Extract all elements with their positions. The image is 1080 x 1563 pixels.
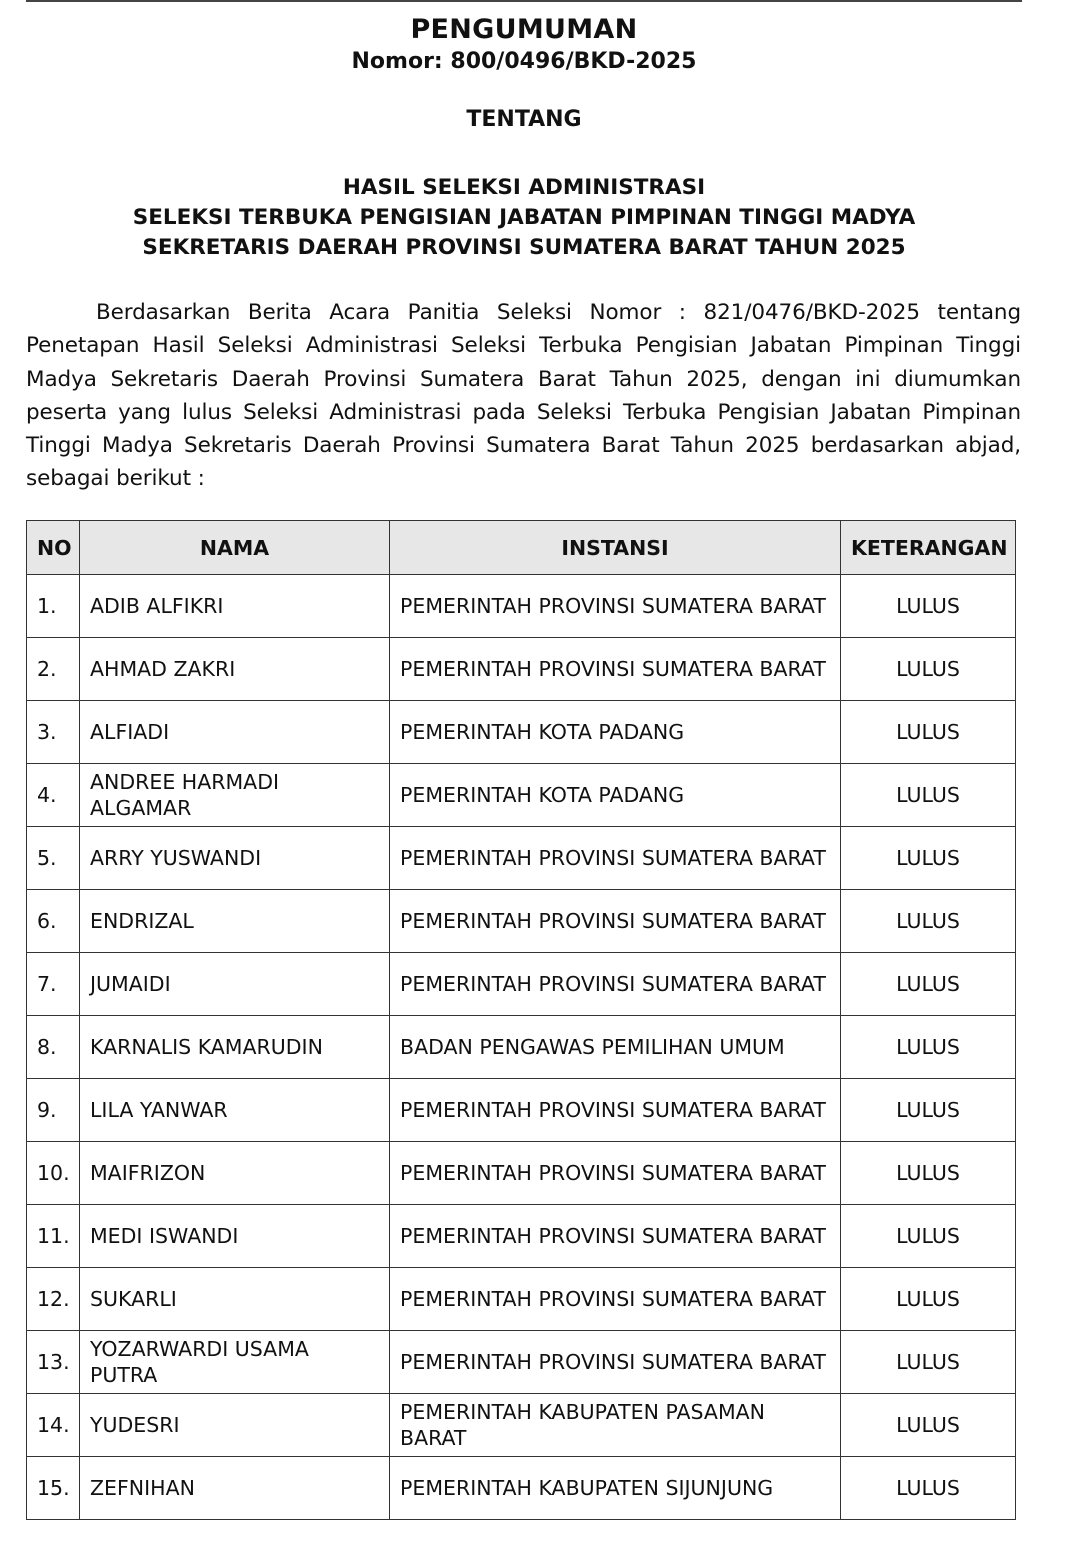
announcement-title: PENGUMUMAN — [410, 14, 638, 45]
row-keterangan: LULUS — [841, 764, 1016, 827]
table-row — [27, 890, 1016, 953]
header-nama: NAMA — [80, 521, 390, 575]
table-row — [27, 701, 1016, 764]
subtitle-line-1: HASIL SELEKSI ADMINISTRASI — [342, 175, 706, 200]
row-keterangan: LULUS — [841, 1205, 1016, 1268]
row-keterangan: LULUS — [841, 1142, 1016, 1205]
row-no: 6. — [27, 890, 80, 953]
table-row — [27, 764, 1016, 827]
row-instansi: PEMERINTAH PROVINSI SUMATERA BARAT — [390, 1205, 841, 1268]
row-nama: KARNALIS KAMARUDIN — [80, 1016, 390, 1079]
row-keterangan: LULUS — [841, 890, 1016, 953]
row-no: 9. — [27, 1079, 80, 1142]
row-nama: ADIB ALFIKRI — [80, 575, 390, 638]
announcement-paragraph: Berdasarkan Berita Acara Panitia Seleksi Nomor : 821/0476/BKD-2025 tentang Penetapan Hasil Seleksi Administrasi Seleksi Terbuka Pengisian Jabatan Pimpinan Tinggi Madya Sekretaris Daerah Provinsi Sumatera Barat Tahun 2025, dengan ini diumumkan peserta yang lulus Seleksi Administrasi pada Seleksi Terbuka Pengisian Jabatan Pimpinan Tinggi Madya Sekretaris Daerah Provinsi Sumatera Barat Tahun 2025 berdasarkan abjad, sebagai berikut : — [26, 300, 1021, 492]
row-instansi: BADAN PENGAWAS PEMILIHAN UMUM — [390, 1016, 841, 1079]
row-instansi: PEMERINTAH PROVINSI SUMATERA BARAT — [390, 1268, 841, 1331]
row-no: 11. — [27, 1205, 80, 1268]
row-no: 1. — [27, 575, 80, 638]
table-row — [27, 827, 1016, 890]
row-keterangan: LULUS — [841, 1079, 1016, 1142]
row-instansi: PEMERINTAH PROVINSI SUMATERA BARAT — [390, 1079, 841, 1142]
row-nama: SUKARLI — [80, 1268, 390, 1331]
row-instansi: PEMERINTAH PROVINSI SUMATERA BARAT — [390, 1331, 841, 1394]
table-row — [27, 638, 1016, 701]
row-instansi: PEMERINTAH PROVINSI SUMATERA BARAT — [390, 1142, 841, 1205]
row-keterangan: LULUS — [841, 701, 1016, 764]
row-nama: ALFIADI — [80, 701, 390, 764]
row-no: 4. — [27, 764, 80, 827]
row-no: 15. — [27, 1457, 80, 1520]
subtitle-line-3: SEKRETARIS DAERAH PROVINSI SUMATERA BARAT TAHUN 2025 — [142, 235, 906, 260]
table-row — [27, 1079, 1016, 1142]
row-nama: AHMAD ZAKRI — [80, 638, 390, 701]
table-row — [27, 1142, 1016, 1205]
row-no: 2. — [27, 638, 80, 701]
table-row — [27, 575, 1016, 638]
row-keterangan: LULUS — [841, 638, 1016, 701]
table-header-row — [27, 521, 1016, 575]
row-nama: MAIFRIZON — [80, 1142, 390, 1205]
row-keterangan: LULUS — [841, 575, 1016, 638]
row-no: 7. — [27, 953, 80, 1016]
row-no: 5. — [27, 827, 80, 890]
row-keterangan: LULUS — [841, 1457, 1016, 1520]
row-keterangan: LULUS — [841, 1268, 1016, 1331]
table-row — [27, 953, 1016, 1016]
row-no: 14. — [27, 1394, 80, 1457]
row-keterangan: LULUS — [841, 953, 1016, 1016]
row-instansi: PEMERINTAH PROVINSI SUMATERA BARAT — [390, 575, 841, 638]
row-no: 8. — [27, 1016, 80, 1079]
row-no: 3. — [27, 701, 80, 764]
subtitle-line-2: SELEKSI TERBUKA PENGISIAN JABATAN PIMPINAN TINGGI MADYA — [132, 205, 916, 230]
row-no: 12. — [27, 1268, 80, 1331]
row-keterangan: LULUS — [841, 1016, 1016, 1079]
header-instansi: INSTANSI — [390, 521, 841, 575]
row-instansi: PEMERINTAH PROVINSI SUMATERA BARAT — [390, 827, 841, 890]
table-row — [27, 1394, 1016, 1457]
announcement-number: Nomor: 800/0496/BKD-2025 — [351, 49, 697, 74]
row-nama: ARRY YUSWANDI — [80, 827, 390, 890]
table-row — [27, 1016, 1016, 1079]
announcement-about: TENTANG — [466, 107, 582, 132]
row-no: 13. — [27, 1331, 80, 1394]
table-row — [27, 1205, 1016, 1268]
row-instansi: PEMERINTAH PROVINSI SUMATERA BARAT — [390, 953, 841, 1016]
table-row — [27, 1268, 1016, 1331]
row-no: 10. — [27, 1142, 80, 1205]
header-keterangan: KETERANGAN — [841, 521, 1016, 575]
row-keterangan: LULUS — [841, 1331, 1016, 1394]
table-row — [27, 1457, 1016, 1520]
row-keterangan: LULUS — [841, 827, 1016, 890]
row-instansi: PEMERINTAH KOTA PADANG — [390, 764, 841, 827]
row-nama: ZEFNIHAN — [80, 1457, 390, 1520]
row-keterangan: LULUS — [841, 1394, 1016, 1457]
row-nama: JUMAIDI — [80, 953, 390, 1016]
header-no: NO — [27, 521, 80, 575]
row-instansi: PEMERINTAH KABUPATEN PASAMAN BARAT — [390, 1394, 841, 1457]
row-nama: LILA YANWAR — [80, 1079, 390, 1142]
row-nama: MEDI ISWANDI — [80, 1205, 390, 1268]
row-nama: YOZARWARDI USAMA PUTRA — [80, 1331, 390, 1394]
table-row — [27, 1331, 1016, 1394]
row-instansi: PEMERINTAH KOTA PADANG — [390, 701, 841, 764]
row-instansi: PEMERINTAH PROVINSI SUMATERA BARAT — [390, 638, 841, 701]
row-nama: YUDESRI — [80, 1394, 390, 1457]
top-rule — [26, 0, 1022, 2]
row-nama: ENDRIZAL — [80, 890, 390, 953]
row-nama: ANDREE HARMADI ALGAMAR — [80, 764, 390, 827]
results-table — [26, 520, 1016, 1520]
row-instansi: PEMERINTAH KABUPATEN SIJUNJUNG — [390, 1457, 841, 1520]
row-instansi: PEMERINTAH PROVINSI SUMATERA BARAT — [390, 890, 841, 953]
